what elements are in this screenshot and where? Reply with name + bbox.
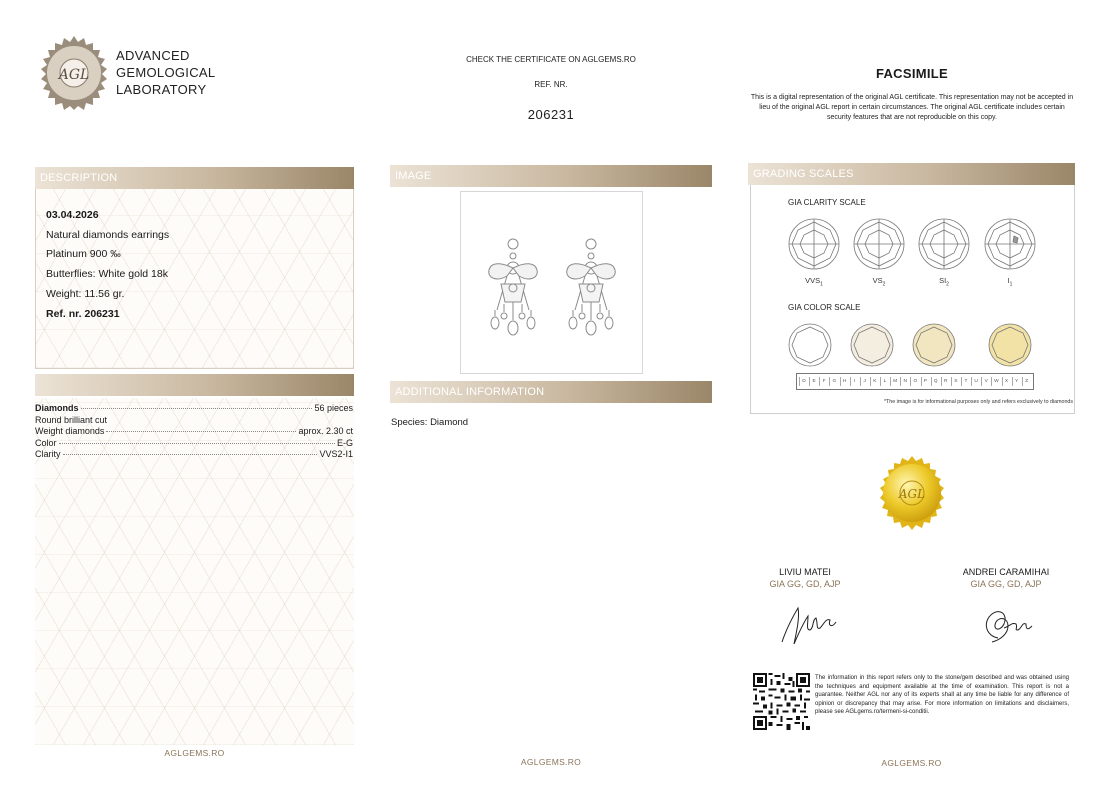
spec-row-cut [35, 415, 353, 427]
signer-2-credentials: GIA GG, GD, AJP [970, 579, 1042, 589]
logo-monogram: AGL [58, 67, 90, 83]
clarity-diagram-i1 [985, 219, 1035, 269]
lab-name-line-2: GEMOLOGICAL [116, 65, 216, 80]
color-diagram-faint [913, 324, 955, 366]
footer-link-center[interactable]: AGLGEMS.RO [520, 757, 582, 767]
clarity-diagram-vs2 [854, 219, 904, 269]
facsimile-title: FACSIMILE [875, 66, 949, 81]
spec-key: Weight diamonds [35, 426, 105, 437]
spec-value: VVS2-I1 [319, 449, 353, 460]
spec-row-diamonds [35, 403, 353, 415]
footer-link-right[interactable]: AGLGEMS.RO [881, 758, 942, 768]
signer-2-signature [978, 600, 1048, 650]
agl-logo-seal [37, 36, 111, 110]
signer-1-signature [776, 600, 846, 650]
specs-table [35, 403, 353, 461]
color-scale-title: GIA COLOR SCALE [788, 303, 861, 312]
grading-scales-heading: GRADING SCALES [748, 163, 1075, 185]
ref-number-label: REF. NR. [534, 80, 568, 89]
qr-code-icon[interactable] [753, 673, 810, 730]
clarity-diagram-vvs1 [789, 219, 839, 269]
clarity-label-i: $I_1$ [1007, 276, 1013, 288]
color-diagram-colorless [789, 324, 831, 366]
ref-number-value: 206231 [527, 107, 575, 122]
spec-value: E-G [336, 437, 353, 448]
check-certificate-text: CHECK THE CERTIFICATE ON AGLGEMS.RO [466, 55, 636, 64]
clarity-scale-title: GIA CLARITY SCALE [788, 198, 866, 207]
right-earring-drawing [567, 239, 616, 335]
spec-key: Round brilliant cut [35, 414, 108, 425]
spec-row-weight [35, 426, 353, 438]
spec-value: 56 pieces [314, 403, 353, 413]
species-text: Species: Diamond [391, 417, 469, 428]
item-description: Natural diamonds earrings [46, 228, 170, 241]
facsimile-notice: This is a digital representation of the original AGL certificate. This representation may not be accepted in lieu of the original AGL report in certain circumstances. The original AGL certificate includes certain security features that are not reproducible on this copy. [750, 94, 1074, 121]
description-ref: Ref. nr. 206231 [46, 307, 120, 320]
grading-footnote: *The image is for informational purposes only and refers exclusively to diamonds [883, 399, 1073, 405]
image-heading: IMAGE [390, 165, 712, 187]
dotted-leader [59, 443, 335, 444]
specs-heading [35, 374, 354, 396]
spec-key: Clarity [35, 449, 61, 460]
clarity-diamond-diagrams [788, 218, 1038, 272]
dotted-leader [106, 431, 296, 432]
lab-name [116, 47, 215, 98]
certificate-date: 03.04.2026 [46, 209, 99, 221]
spec-row-clarity [35, 449, 353, 461]
spec-key: Diamonds [35, 403, 79, 413]
dotted-leader [81, 408, 313, 409]
weight-description: Weight: 11.56 gr. [46, 287, 125, 300]
left-earring-drawing [489, 239, 538, 335]
clarity-label-si: $SI_2$ [939, 276, 949, 288]
description-text [46, 206, 169, 324]
additional-info-heading: ADDITIONAL INFORMATION [390, 381, 712, 403]
signer-1-credentials: GIA GG, GD, AJP [769, 579, 841, 589]
description-heading: DESCRIPTION [35, 167, 354, 189]
clarity-label-vs: $VS_2$ [872, 276, 886, 288]
metal-description: Platinum 900 ‰ [46, 248, 121, 261]
color-diagram-light [989, 324, 1031, 366]
clarity-diagram-si2 [919, 219, 969, 269]
color-scale-bar: D E F G H I J K L M N O P Q R S T U V W X Y Z [796, 373, 1034, 390]
clarity-label-vvs: $VVS_1$ [805, 276, 823, 288]
disclaimer-text: The information in this report refers only to the stone/gem described and was obtained using the techniques and equipment available at the time of examination. This report is not a guarantee. Neither AGL nor any of its experts shall at any time be liable for any difference of opinion or discrepancy that may arise. For more information on limitations and disclaimers, please see AGLgems.ro/termeni-si-conditii. [815, 675, 1069, 716]
footer-link-left[interactable]: AGLGEMS.RO [164, 748, 225, 758]
spec-value: aprox. 2.30 ct [298, 426, 353, 437]
seal-monogram: AGL [898, 487, 926, 501]
signer-2-name: ANDREI CARAMIHAI [962, 567, 1050, 577]
color-diamond-diagrams [788, 323, 1038, 369]
color-diagram-near-colorless [851, 324, 893, 366]
spec-key: Color [35, 437, 57, 448]
signer-1-name: LIVIU MATEI [779, 567, 831, 577]
earrings-photo [460, 191, 643, 374]
lab-name-line-1: ADVANCED [116, 48, 190, 63]
dotted-leader [63, 454, 318, 455]
butterflies-description: Butterflies: White gold 18k [46, 268, 168, 281]
lab-name-line-3: LABORATORY [116, 82, 207, 97]
gold-seal-icon [874, 456, 950, 532]
spec-row-color [35, 438, 353, 450]
